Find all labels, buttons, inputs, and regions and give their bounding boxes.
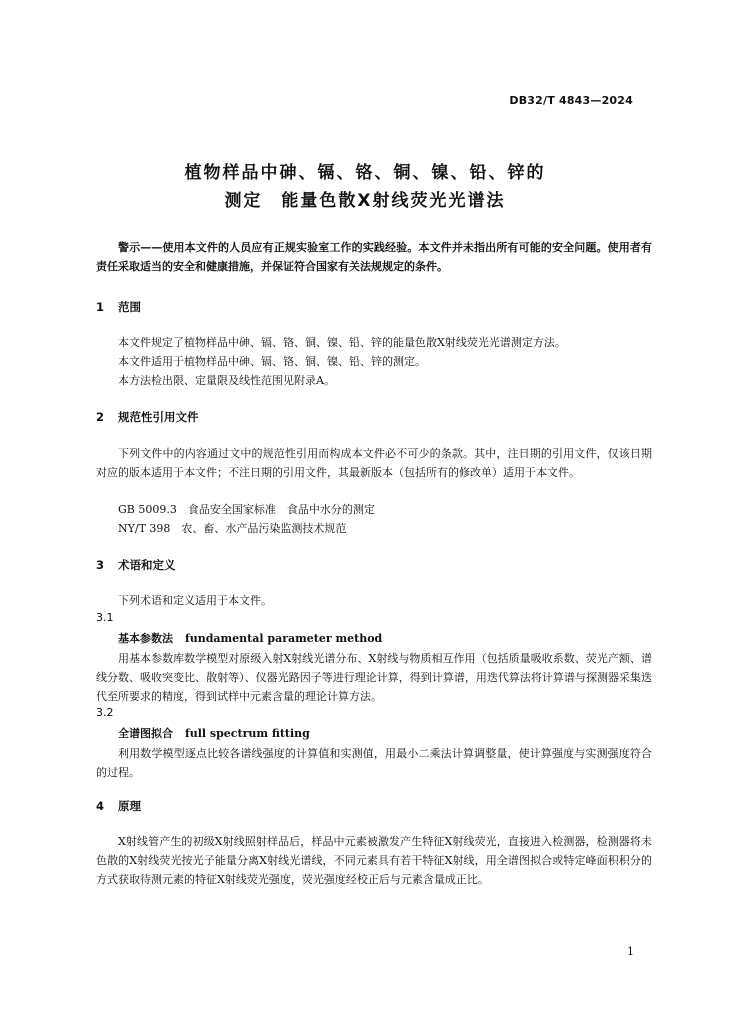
term-number: 3.1 — [96, 611, 114, 624]
section-title: 术语和定义 — [118, 558, 176, 572]
title-line-2: 测定 能量色散X射线荧光光谱法 — [224, 191, 506, 211]
section-heading-scope — [96, 299, 141, 315]
section-number: 4 — [96, 799, 105, 813]
section-title: 原理 — [118, 799, 141, 813]
section-heading-references — [96, 409, 199, 425]
section-number: 1 — [96, 300, 105, 314]
reference-item: NY/T 398 农、畜、水产品污染监测技术规范 — [118, 522, 347, 535]
scope-line: 本文件适用于植物样品中砷、镉、铬、铜、镍、铅、锌的测定。 — [118, 355, 426, 368]
term-number: 3.2 — [96, 706, 114, 719]
term-en: full spectrum fitting — [185, 727, 310, 740]
term-zh: 基本参数法 — [118, 632, 173, 645]
scope-line: 本方法检出限、定量限及线性范围见附录A。 — [118, 374, 335, 387]
section-heading-terms — [96, 557, 176, 573]
term-heading — [118, 630, 382, 646]
section-title: 规范性引用文件 — [118, 410, 199, 424]
scope-line: 本文件规定了植物样品中砷、镉、铬、铜、镍、铅、锌的能量色散X射线荧光光谱测定方法。 — [118, 336, 566, 349]
term-definition: 用基本参数库数学模型对原级入射X射线光谱分布、X射线与物质相互作用（包括质量吸收系数、荧光产额、谱线分数、吸收突变比、散射等）、仪器光路因子等进行理论计算，得到计算谱，用迭代算法将计算谱与探测器采集迭代至所要求的精度，得到试样中元素含量的理论计算方法。 — [96, 652, 652, 703]
reference-item: GB 5009.3 食品安全国家标准 食品中水分的测定 — [118, 503, 375, 516]
page-number: 1 — [627, 945, 634, 958]
term-en: fundamental parameter method — [185, 632, 383, 645]
section-number: 3 — [96, 558, 105, 572]
term-zh: 全谱图拟合 — [118, 727, 173, 740]
principle-body: X射线管产生的初级X射线照射样品后，样品中元素被激发产生特征X射线荧光，直接进入检测器，检测器将未色散的X射线荧光按光子能量分离X射线光谱线，不同元素具有若干特征X射线，用全谱图拟合或特定峰面积积分的方式获取待测元素的特征X射线荧光强度，荧光强度经校正后与元素含量成正比。 — [96, 835, 652, 886]
title-line-1: 植物样品中砷、镉、铬、铜、镍、铅、锌的 — [184, 163, 546, 183]
term-heading — [118, 725, 310, 741]
term-definition: 利用数学模型逐点比较各谱线强度的计算值和实测值，用最小二乘法计算调整量，使计算强度与实测强度符合的过程。 — [96, 747, 652, 779]
references-intro: 下列文件中的内容通过文中的规范性引用而构成本文件必不可少的条款。其中，注日期的引用文件，仅该日期对应的版本适用于本文件；不注日期的引用文件，其最新版本（包括所有的修改单）适用于本文件。 — [96, 447, 652, 479]
terms-intro: 下列术语和定义适用于本文件。 — [118, 594, 272, 607]
section-title: 范围 — [118, 300, 141, 314]
document-number: DB32/T 4843—2024 — [509, 94, 633, 107]
safety-warning: 警示——使用本文件的人员应有正规实验室工作的实践经验。本文件并未指出所有可能的安全问题。使用者有责任采取适当的安全和健康措施，并保证符合国家有关法规规定的条件。 — [96, 241, 652, 273]
section-heading-principle — [96, 798, 141, 814]
section-number: 2 — [96, 410, 105, 424]
